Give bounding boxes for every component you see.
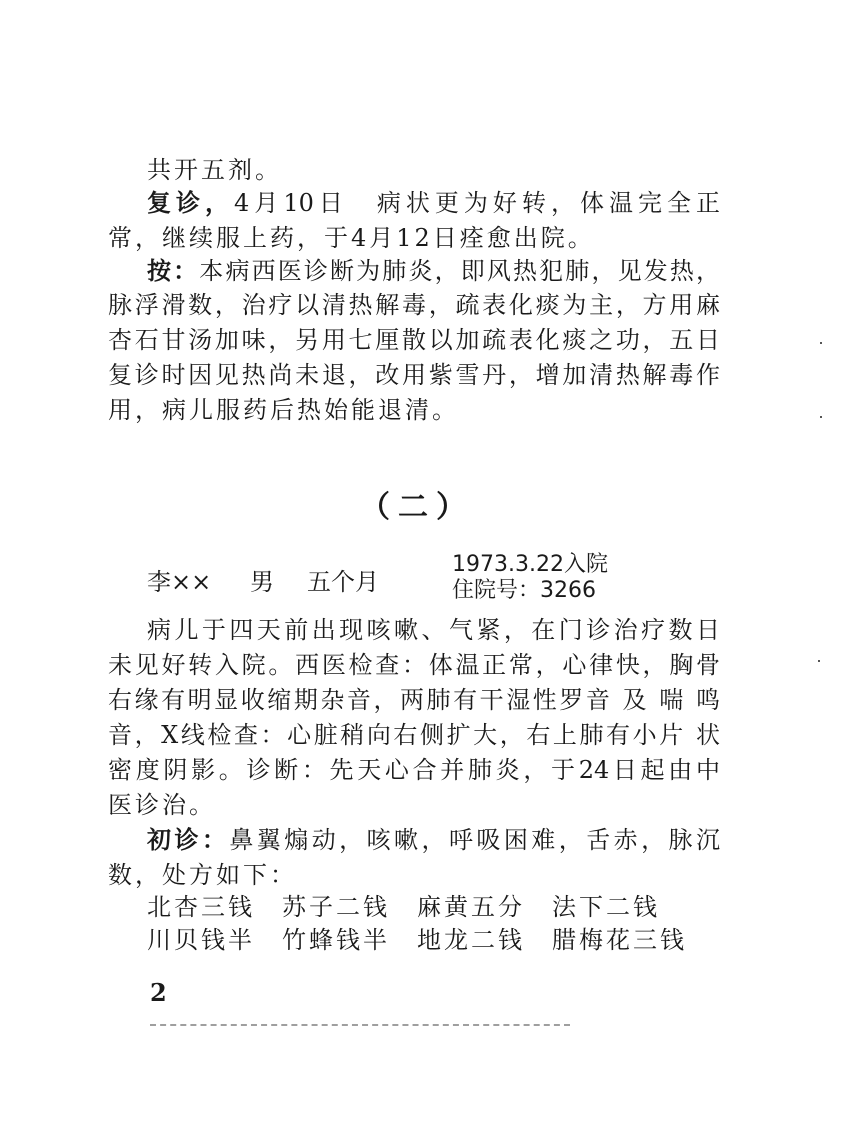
case-heading: （二） bbox=[360, 490, 474, 525]
text-line bbox=[108, 395, 720, 425]
page-number: 2 bbox=[150, 978, 167, 1007]
text-line bbox=[147, 892, 720, 922]
bold-label: 初诊： bbox=[147, 825, 230, 854]
line-text: 病儿于四天前出现咳嗽、气紧，在门诊治疗数日 bbox=[147, 616, 720, 644]
admission-info bbox=[452, 552, 608, 604]
scan-speck bbox=[820, 342, 822, 344]
line-text: 脉浮滑数，治疗以清热解毒，疏表化痰为主，方用麻 bbox=[108, 291, 720, 319]
text-line bbox=[147, 825, 720, 855]
line-text: 音，X线检查：心脏稍向右侧扩大，右上肺有小片 状 bbox=[108, 721, 720, 749]
text-line bbox=[147, 188, 720, 218]
line-text: 杏石甘汤加味，另用七厘散以加疏表化痰之功，五日 bbox=[108, 326, 720, 354]
text-line bbox=[147, 615, 720, 645]
line-text: 共开五剂。 bbox=[147, 156, 282, 184]
line-text: 常，继续服上药，于4月12日痊愈出院。 bbox=[108, 224, 595, 252]
scan-artifact-line bbox=[150, 1024, 570, 1026]
text-line bbox=[108, 223, 720, 253]
line-text: 用，病儿服药后热始能退清。 bbox=[108, 396, 459, 424]
text-line bbox=[108, 290, 720, 320]
bold-label: 复诊， bbox=[147, 188, 235, 217]
line-text: 本病西医诊断为肺炎，即风热犯肺，见发热， bbox=[199, 257, 721, 285]
line-text: 密度阴影。诊断：先天心合并肺炎，于24日起由中 bbox=[108, 756, 720, 784]
text-line bbox=[108, 325, 720, 355]
text-line bbox=[108, 720, 720, 750]
bold-label: 按： bbox=[147, 256, 200, 285]
line-text: 川贝钱半 竹蜂钱半 地龙二钱 腊梅花三钱 bbox=[147, 926, 687, 954]
patient-sex: 男 bbox=[250, 568, 274, 596]
patient-name: 李×× bbox=[147, 568, 212, 596]
line-text: 复诊时因见热尚未退，改用紫雪丹，增加清热解毒作 bbox=[108, 361, 720, 389]
patient-age: 五个月 bbox=[307, 568, 379, 596]
text-line bbox=[147, 155, 720, 185]
text-line bbox=[147, 256, 720, 286]
line-text: 鼻翼煽动，咳嗽，呼吸困难，舌赤，脉沉 bbox=[229, 826, 721, 854]
scan-speck bbox=[820, 416, 822, 418]
admission-date: 1973.3.22入院 bbox=[452, 552, 608, 577]
line-text: 北杏三钱 苏子二钱 麻黄五分 法下二钱 bbox=[147, 893, 660, 921]
line-text: 未见好转入院。西医检查：体温正常，心律快，胸骨 bbox=[108, 651, 720, 679]
record-number: 住院号：3266 bbox=[452, 578, 596, 603]
text-line bbox=[108, 650, 720, 680]
text-line bbox=[108, 360, 720, 390]
line-text: 右缘有明显收缩期杂音，两肺有干湿性罗音 及 喘 鸣 bbox=[108, 686, 720, 714]
text-line bbox=[147, 925, 720, 955]
scan-speck bbox=[818, 660, 820, 662]
text-line bbox=[108, 685, 720, 715]
line-text: 医诊治。 bbox=[108, 791, 216, 819]
text-line bbox=[108, 790, 720, 820]
line-text: 数，处方如下： bbox=[108, 861, 297, 889]
text-line bbox=[108, 755, 720, 785]
line-text: 4月10日 病状更为好转，体温完全正 bbox=[234, 189, 720, 217]
text-line bbox=[108, 860, 720, 890]
